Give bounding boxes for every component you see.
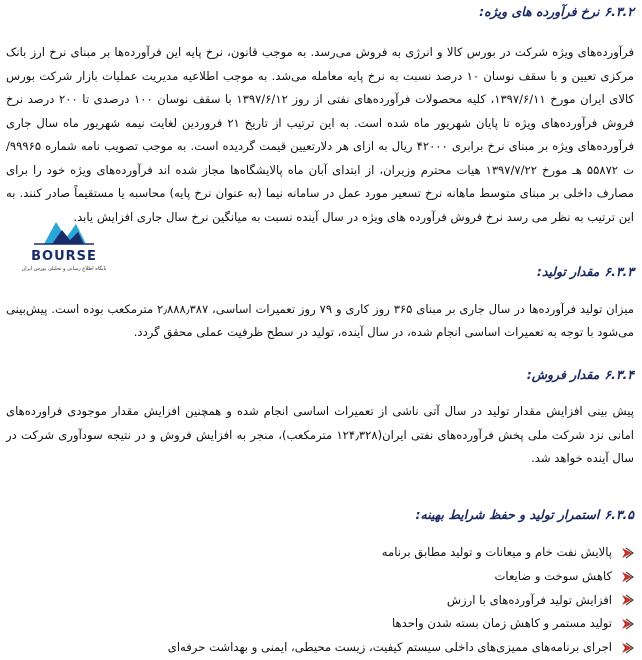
section-paragraph-sales: پیش بینی افزایش مقدار تولید در سال آتی ناشی از تعمیرات اساسی انجام شده و همچنین افزایش مقدار موجودی فراورده‌های امانی نزد شرکت ملی پخش فرآورده‌های نفتی ایران(۱۲۴٫۳۲۸ مترمکعب)، منجر به افزایش فروش و در نتیجه سودآوری شرکت در سال آینده خواهد شد. <box>6 404 634 465</box>
section-title: مقدار تولید: <box>536 264 600 279</box>
section-paragraph-production: میزان تولید فرآورده‌ها در سال جاری بر مبنای ۳۶۵ روز کاری و ۷۹ روز تعمیرات اساسی، ۲٫۸۸۸٫۳۸۷ مترمکعب بوده است. پیش‌بینی می‌شود با توجه به تعمیرات اساسی انجام شده، در سال آینده، تولید در سطح ظرفیت عملی محقق گردد. <box>6 302 635 339</box>
section-title: نرخ فرآورده های ویژه: <box>479 4 600 19</box>
bullet-arrow-icon <box>620 546 634 560</box>
section-heading-production-continuity <box>416 507 634 522</box>
list-item <box>20 541 634 565</box>
list-item-text: پالایش نفت خام و میعانات و تولید مطابق برنامه <box>381 545 612 559</box>
section-title: مقدار فروش: <box>526 367 600 382</box>
bullet-arrow-icon <box>620 570 634 584</box>
list-item <box>20 612 634 636</box>
section-paragraph-rates: فرآورده‌های ویژه شرکت در بورس کالا و انرژی به فروش می‌رسد. به موجب قانون، نرخ پایه این فرآورده‌ها بر مبنای نرخ ارز بانک مرکزی تعیین و با سقف نوسان ۱۰ درصد نسبت به نرخ پایه معامله می‌شد. به موجب اطلاعیه مدیریت عملیات بازار شرکت بورس کالای ایران مورخ ۱۳۹۷/۶/۱۱، کلیه محصولات فرآورده‌های نفتی از روز ۱۳۹۷/۶/۱۲ با سقف نوسان ۱۰۰ درصدی تا ۲۰۰ درصد نرخ فروش فرآورده‌های ویژه تا پایان شهریور ماه شده است. به این ترتیب از تاریخ ۲۱ فروردین لغایت نیمه شهریور ماه سال جاری فرآورده‌های ویژه بر مبنای نرخ برابری ۴۲۰۰۰ ریال به ازای هر دلارتعیین قیمت گردیده است. به موجب تصویب نامه شماره ۹۹۹۶۵/ت ۵۵۸۷۲ هـ مورخ ۱۳۹۷/۷/۲۲ هیات محترم وزیران، از ابتدای آبان ماه پالایشگاه‌ها مجاز شده اند فرآورده‌های ویژه خود را برای مصارف داخلی بر مبنای متوسط ماهانه نرخ تسعیر مورد عمل در سامانه نیما (به عنوان نرخ پایه) محاسبه یا مستقیماً صادر کنند. به این ترتیب به نظر می رسد نرخ فروش فرآورده های ویژه در سال آینده نسبت به میانگین نرخ سال جاری افزایش یابد. <box>6 45 635 224</box>
bourse-logo <box>22 214 106 274</box>
section-heading-special-products-rate <box>479 4 634 19</box>
section-number: ۶.۳.۴ <box>604 367 634 382</box>
bullet-arrow-icon <box>620 593 634 607</box>
continuity-bullet-list <box>20 541 634 660</box>
section-number: ۶.۳.۲ <box>604 4 634 19</box>
section-heading-production-quantity <box>537 264 634 279</box>
section-number: ۶.۳.۵ <box>604 507 634 522</box>
section-title: استمرار تولید و حفظ شرایط بهینه: <box>415 507 600 522</box>
list-item <box>20 589 634 613</box>
list-item <box>20 565 634 589</box>
section-heading-sales-quantity <box>527 367 634 382</box>
bullet-arrow-icon <box>620 641 634 655</box>
list-item-text: تولید مستمر و کاهش زمان بسته شدن واحدها <box>392 616 612 631</box>
list-item-text: اجرای برنامه‌های ممیزی‌های داخلی سیستم کیفیت، زیست محیطی، ایمنی و بهداشت حرفه‌ای <box>167 640 612 655</box>
list-item-text: کاهش سوخت و ضایعات <box>494 568 612 583</box>
logo-wordmark: BOURSE <box>31 249 97 264</box>
section-number: ۶.۳.۳ <box>604 264 634 279</box>
list-item-text: افزایش تولید فرآورده‌های با ارزش <box>446 592 612 607</box>
logo-tagline: پایگاه اطلاع رسانی و تحلیلی بورس ایران <box>22 266 106 272</box>
bullet-arrow-icon <box>620 617 634 631</box>
